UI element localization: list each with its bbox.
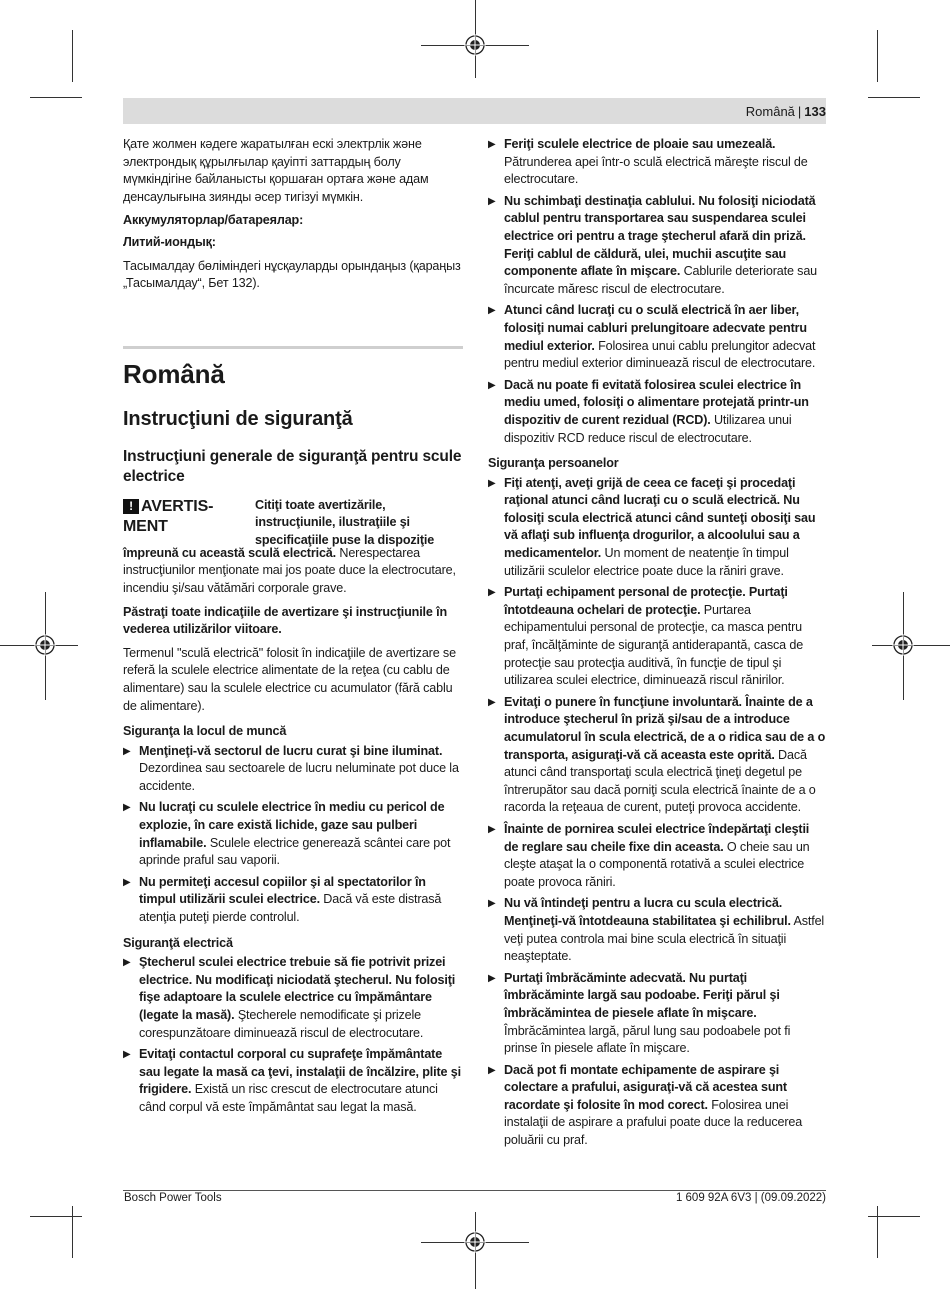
warning-triangle-icon: ! xyxy=(123,499,139,514)
item-bold: Nu vă întindeţi pentru a lucra cu scula electrică. Menţineţi-vă întotdeauna stabilitatea şi echilibrul. xyxy=(504,896,791,928)
arrow-bullet-icon: ▶ xyxy=(123,876,131,888)
personal-safety-title: Siguranţa persoanelor xyxy=(488,456,619,471)
kz-lithium-heading: Литий-иондық: xyxy=(123,234,216,249)
page-number: 133 xyxy=(804,104,826,119)
item-text: Folosirea unui cablu prelungitor adecvat pentru mediul exterior diminuează riscul de electrocutare. xyxy=(504,338,816,371)
left-column xyxy=(123,136,463,1121)
list-item xyxy=(488,821,826,891)
electrical-safety-title: Siguranţă electrică xyxy=(123,935,233,950)
language-title: Română xyxy=(123,358,225,389)
list-item xyxy=(488,694,826,817)
item-bold: Ştecherul sculei electrice trebuie să fie potrivit prizei electrice. Nu modificaţi niciodată ştecherul. Nu folosiţi fişe adaptoare la sculele electrice cu împământare (legate la masă). xyxy=(139,955,456,1022)
registration-target-icon xyxy=(464,1231,486,1253)
kz-paragraph: Қате жолмен кәдеге жаратылған ескі электрлік және электрондық құрылғылар қауіпті заттардың болу мүмкіндігіне байланысты қоршаған ортаға және адам денсаулығына зиянды әсер тигізуі мүмкін. xyxy=(123,137,429,204)
warning-label-2: MENT xyxy=(123,517,168,535)
crop-mark xyxy=(72,1206,73,1258)
list-item xyxy=(488,377,826,447)
item-text: Astfel veţi putea controla mai bine scula electrică în situaţii neaşteptate. xyxy=(504,913,825,964)
list-item xyxy=(488,584,826,690)
item-text: Purtarea echipamentului personal de protecţie, ca masca pentru praf, încălţăminte de siguranţă antiderapantă, casca de protecţie sau protecţia auditivă, în funcţie de tipul şi utilizarea sculei electrice, diminuează riscul rănirilor. xyxy=(504,602,804,688)
kz-transport-note: Тасымалдау бөліміндегі нұсқауларды орындаңыз (қараңыз „Тасымалдау“, Бет 132). xyxy=(123,258,461,291)
item-text: Există un risc crescut de electrocutare atunci când corpul vă este împământat sau legat la masă. xyxy=(139,1082,438,1114)
item-bold: Dacă nu poate fi evitată folosirea sculei electrice în mediu umed, folosiţi o alimentare protejată printr-un dispozitiv de curent rezidual (RCD). xyxy=(504,377,809,427)
arrow-bullet-icon: ▶ xyxy=(488,1064,496,1076)
item-text: Dacă atunci când transportaţi scula electrică ţineţi degetul pe întrerupător sau dacă porniţi scula electrică înainte de a o racorda la reţeaua de curent, puteţi provoca accidente. xyxy=(504,747,816,815)
list-item xyxy=(123,799,463,869)
item-bold: Nu permiteţi accesul copiilor şi al spectatorilor în timpul utilizării sculei electrice. xyxy=(139,874,426,907)
arrow-bullet-icon: ▶ xyxy=(488,305,496,317)
item-bold: Evitaţi contactul corporal cu suprafeţe împământate sau legate la masă ca ţevi, instalaţii de încălzire, plite şi frigidere. xyxy=(139,1047,461,1097)
item-text: Folosirea unei instalaţii de aspirare a prafului poate duce la reducerea poluării cu praf. xyxy=(504,1097,803,1148)
kz-batteries-heading: Аккумуляторлар/батареялар: xyxy=(123,213,304,228)
arrow-bullet-icon: ▶ xyxy=(123,1049,131,1061)
keep-instructions: Păstraţi toate indicaţiile de avertizare şi instrucţiunile în vederea utilizărilor viitoare. xyxy=(123,604,447,637)
footer-rule xyxy=(123,1190,826,1191)
list-item xyxy=(488,1062,826,1150)
general-safety-title: Instrucţiuni generale de siguranţă pentru scule electrice xyxy=(123,447,462,485)
arrow-bullet-icon: ▶ xyxy=(488,823,496,835)
arrow-bullet-icon: ▶ xyxy=(488,898,496,910)
arrow-bullet-icon: ▶ xyxy=(123,802,131,814)
warning-text: Citiţi toate avertizările, instrucţiunile, ilustraţiile şi specificaţiile puse la dispoziţie xyxy=(255,497,435,547)
item-text: Utilizarea unui dispozitiv RCD reduce riscul de electrocutare. xyxy=(504,412,792,445)
item-text: Sculele electrice generează scântei care pot aprinde praful sau vaporii. xyxy=(139,835,451,868)
arrow-bullet-icon: ▶ xyxy=(488,379,496,391)
item-text: Cablurile deteriorate sau încurcate măresc riscul de electrocutare. xyxy=(504,264,818,296)
item-bold: Menţineţi-vă sectorul de lucru curat şi bine iluminat. xyxy=(139,743,443,758)
list-item xyxy=(123,954,463,1042)
safety-title: Instrucţiuni de siguranţă xyxy=(123,407,353,430)
list-item xyxy=(123,874,463,927)
list-item xyxy=(488,895,826,965)
list-item xyxy=(123,1046,463,1116)
crop-mark xyxy=(72,30,73,82)
arrow-bullet-icon: ▶ xyxy=(123,957,131,969)
page-header: Română | 133 xyxy=(745,104,826,119)
warning-cont-bold: împreună cu această sculă electrică. xyxy=(123,545,337,560)
work-area-title: Siguranţa la locul de muncă xyxy=(123,724,287,739)
header-language: Română xyxy=(745,104,795,119)
arrow-bullet-icon: ▶ xyxy=(488,587,496,599)
warning-continuation xyxy=(123,545,463,598)
footer-brand: Bosch Power Tools xyxy=(124,1192,222,1204)
item-bold: Nu lucraţi cu sculele electrice în mediu cu pericol de explozie, în care există lichide, gaze sau pulberi inflamabile. xyxy=(139,800,445,850)
item-text: Dezordinea sau sectoarele de lucru neluminate pot duce la accidente. xyxy=(139,761,459,793)
crop-mark xyxy=(30,97,82,98)
list-item xyxy=(488,136,826,189)
registration-target-icon xyxy=(34,634,56,656)
registration-target-icon xyxy=(892,634,914,656)
arrow-bullet-icon: ▶ xyxy=(488,195,496,207)
item-text: Ştecherele nemodificate şi prizele corespunzătoare diminuează riscul de electrocutare. xyxy=(139,1008,424,1040)
item-text: Pătrunderea apei într-o sculă electrică măreşte riscul de electrocutare. xyxy=(504,154,808,187)
item-bold: Dacă pot fi montate echipamente de aspirare şi colectare a prafului, asiguraţi-vă că acestea sunt racordate şi folosite în mod corect. xyxy=(504,1062,787,1112)
arrow-bullet-icon: ▶ xyxy=(488,972,496,984)
list-item xyxy=(488,970,826,1058)
crop-mark xyxy=(30,1216,82,1217)
arrow-bullet-icon: ▶ xyxy=(488,477,496,489)
crop-mark xyxy=(877,1206,878,1258)
warning-label-1: AVERTIS- xyxy=(141,497,214,515)
footer-doc-id: 1 609 92A 6V3 | (09.09.2022) xyxy=(675,1192,826,1204)
registration-target-icon xyxy=(464,34,486,56)
warning-block xyxy=(123,497,463,545)
crop-mark xyxy=(868,1216,920,1217)
arrow-bullet-icon: ▶ xyxy=(488,696,496,708)
item-bold: Nu schimbaţi destinaţia cablului. Nu folosiţi niciodată cablul pentru transportarea sau suspendarea sculei electrice ori pentru a trage ştecherul afară din priză. Feriţi cablul de căldură, ulei, muchii ascuţite sau componente aflate în mişcare. xyxy=(504,193,816,279)
arrow-bullet-icon: ▶ xyxy=(488,139,496,150)
header-band xyxy=(123,98,826,124)
item-bold: Purtaţi echipament personal de protecţie. Purtaţi întotdeauna ochelari de protecţie. xyxy=(504,585,788,617)
list-item xyxy=(488,193,826,299)
item-bold: Înainte de pornirea sculei electrice îndepărtaţi cleştii de reglare sau cheile fixe din aceasta. xyxy=(504,821,810,854)
right-column xyxy=(488,136,826,1154)
list-item xyxy=(123,743,463,796)
crop-mark xyxy=(868,97,920,98)
item-bold: Feriţi sculele electrice de ploaie sau umezeală. xyxy=(504,137,776,151)
item-bold: Purtaţi îmbrăcăminte adecvată. Nu purtaţi îmbrăcăminte largă sau podoabe. Feriţi părul şi îmbrăcămintea de piesele aflate în mişcare. xyxy=(504,970,780,1020)
list-item xyxy=(488,302,826,372)
item-bold: Fiţi atenţi, aveţi grijă de ceea ce faceţi şi procedaţi raţional atunci când lucraţi cu o sculă electrică. Nu folosiţi scula electrică atunci când sunteţi obosiţi sau vă aflaţi sub influenţa drogurilor, a alcoolului sau a medicamentelor. xyxy=(504,475,816,561)
crop-mark xyxy=(877,30,878,82)
item-text: Un moment de neatenţie în timpul utilizării sculelor electrice poate duce la răniri grave. xyxy=(504,546,789,578)
term-paragraph: Termenul "sculă electrică" folosit în indicaţiile de avertizare se referă la sculele electrice alimentate de la reţea (cu cablu de alimentare) sau la sculele electrice cu acumulator (fără cablu de alimentare). xyxy=(123,645,456,713)
section-divider xyxy=(123,346,463,349)
item-text: O cheie sau un cleşte ataşat la o componentă rotativă a sculei electrice poate provoca răniri. xyxy=(504,839,810,889)
item-text: Dacă vă este distrasă atenţia puteţi pierde controlul. xyxy=(139,892,442,925)
arrow-bullet-icon: ▶ xyxy=(123,745,131,757)
item-bold: Evitaţi o punere în funcţiune involuntară. Înainte de a introduce ştecherul în priză şi/sau de a introduce acumulatorul în scula electrică, de a o ridica sau de a o transporta, asiguraţi-vă că aceasta este oprită. xyxy=(504,694,826,762)
item-text: Îmbrăcămintea largă, părul lung sau podoabele pot fi prinse în piesele aflate în mişcare. xyxy=(504,1023,791,1056)
list-item xyxy=(488,475,826,581)
warning-label xyxy=(123,497,213,537)
warning-cont-text: Nerespectarea instrucţiunilor menţionate mai jos poate duce la electrocutare, incendiu şi/sau vătămări corporale grave. xyxy=(123,545,456,595)
item-bold: Atunci când lucraţi cu o sculă electrică în aer liber, folosiţi numai cabluri prelungitoare adecvate pentru mediul exterior. xyxy=(504,303,807,353)
